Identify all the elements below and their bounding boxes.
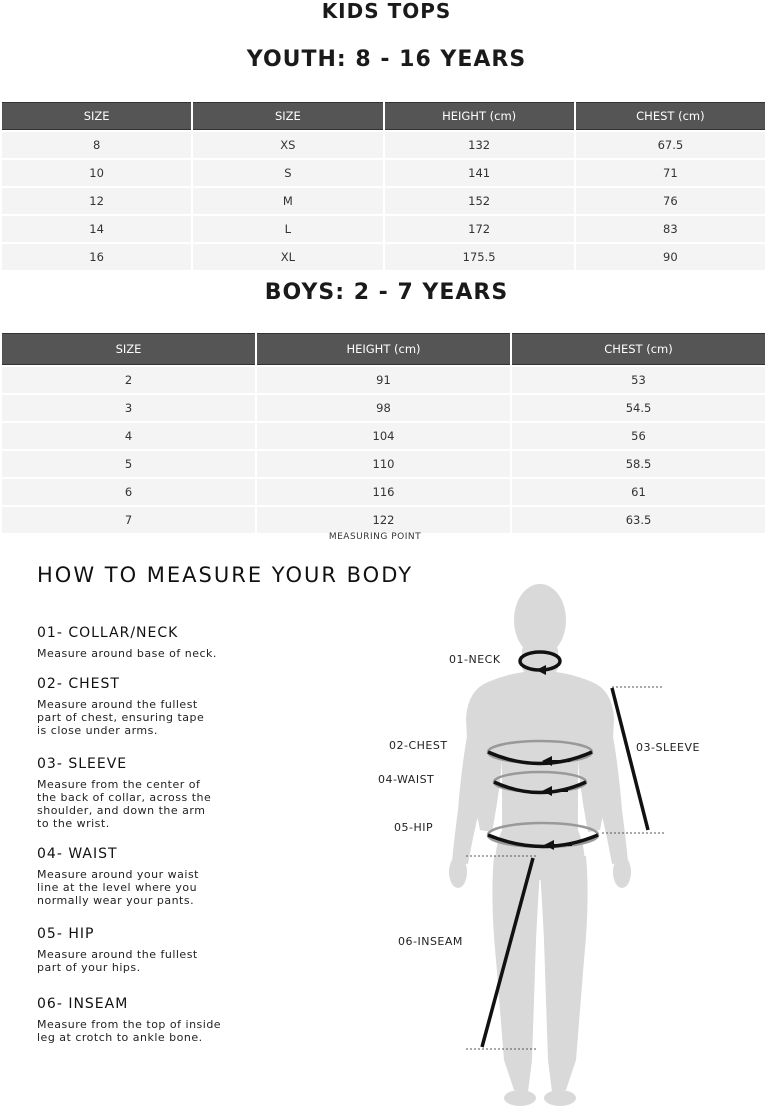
- table-cell: 54.5: [512, 395, 765, 421]
- table-row: [2, 216, 765, 242]
- table-row: [2, 451, 765, 477]
- table-cell: 14: [2, 216, 191, 242]
- table-row: [2, 367, 765, 393]
- table-cell: XL: [193, 244, 382, 270]
- table-cell: 4: [2, 423, 255, 449]
- table-row: [2, 507, 765, 533]
- page-title: KIDS TOPS: [321, 0, 452, 23]
- table-cell: 141: [385, 160, 574, 186]
- measure-item-title: 02- CHEST: [37, 676, 120, 692]
- table-cell: 63.5: [512, 507, 765, 533]
- table-cell: 76: [576, 188, 765, 214]
- table-cell: 90: [576, 244, 765, 270]
- table-cell: 56: [512, 423, 765, 449]
- column-header: SIZE: [193, 102, 382, 130]
- column-header: CHEST (cm): [576, 102, 765, 130]
- measure-item-waist: [37, 846, 267, 907]
- how-to-measure-heading: HOW TO MEASURE YOUR BODY: [37, 563, 414, 587]
- column-header: CHEST (cm): [512, 333, 765, 365]
- boys-size-table: [0, 331, 767, 535]
- column-header: HEIGHT (cm): [385, 102, 574, 130]
- table-cell: 116: [257, 479, 510, 505]
- table-row: [2, 395, 765, 421]
- measure-item-hip: [37, 926, 267, 974]
- hip-label: 05-HIP: [394, 821, 434, 834]
- table-cell: XS: [193, 132, 382, 158]
- column-header: SIZE: [2, 333, 255, 365]
- measure-item-desc: Measure around base of neck.: [37, 647, 217, 660]
- measure-item-title: 04- WAIST: [37, 846, 118, 862]
- table-cell: 5: [2, 451, 255, 477]
- table-row: [2, 423, 765, 449]
- measure-item-title: 06- INSEAM: [37, 996, 129, 1012]
- table-row: [2, 479, 765, 505]
- chest-label: 02-CHEST: [389, 739, 448, 752]
- measure-item-desc: Measure around your waist line at the level where you normally wear your pants.: [37, 868, 199, 907]
- table-cell: 122: [257, 507, 510, 533]
- measure-item-sleeve: [37, 756, 267, 830]
- measure-item-title: 03- SLEEVE: [37, 756, 128, 772]
- table-cell: 10: [2, 160, 191, 186]
- table-row: [2, 244, 765, 270]
- table-header-row: [2, 102, 765, 130]
- neck-label: 01-NECK: [449, 653, 501, 666]
- measure-item-desc: Measure from the top of inside leg at crotch to ankle bone.: [37, 1018, 222, 1044]
- table-cell: M: [193, 188, 382, 214]
- table-cell: L: [193, 216, 382, 242]
- table-row: [2, 160, 765, 186]
- measure-item-desc: Measure around the fullest part of your hips.: [37, 948, 198, 974]
- table-cell: 12: [2, 188, 191, 214]
- measure-item-chest: [37, 676, 267, 737]
- table-cell: 58.5: [512, 451, 765, 477]
- sleeve-label: 03-SLEEVE: [636, 741, 700, 754]
- table-cell: 172: [385, 216, 574, 242]
- table-row: [2, 132, 765, 158]
- inseam-label: 06-INSEAM: [398, 935, 463, 948]
- measuring-point-caption: MEASURING POINT: [328, 532, 422, 542]
- table-cell: 6: [2, 479, 255, 505]
- table-cell: 91: [257, 367, 510, 393]
- table-cell: 16: [2, 244, 191, 270]
- table-cell: 83: [576, 216, 765, 242]
- measure-item-neck: [37, 625, 267, 660]
- youth-size-table: [0, 100, 767, 272]
- table-cell: 53: [512, 367, 765, 393]
- table-cell: S: [193, 160, 382, 186]
- table-cell: 7: [2, 507, 255, 533]
- table-cell: 104: [257, 423, 510, 449]
- table-cell: 110: [257, 451, 510, 477]
- column-header: SIZE: [2, 102, 191, 130]
- measure-item-title: 01- COLLAR/NECK: [37, 625, 179, 641]
- boys-section-title: BOYS: 2 - 7 YEARS: [264, 280, 509, 305]
- table-cell: 98: [257, 395, 510, 421]
- table-cell: 67.5: [576, 132, 765, 158]
- measure-item-desc: Measure from the center of the back of collar, across the shoulder, and down the arm to the wrist.: [37, 778, 212, 830]
- table-header-row: [2, 333, 765, 365]
- body-measurement-figure: [360, 575, 773, 1114]
- table-cell: 2: [2, 367, 255, 393]
- measure-item-desc: Measure around the fullest part of chest, ensuring tape is close under arms.: [37, 698, 205, 737]
- table-cell: 132: [385, 132, 574, 158]
- table-cell: 152: [385, 188, 574, 214]
- waist-label: 04-WAIST: [378, 773, 435, 786]
- table-cell: 8: [2, 132, 191, 158]
- measure-item-title: 05- HIP: [37, 926, 95, 942]
- table-row: [2, 188, 765, 214]
- column-header: HEIGHT (cm): [257, 333, 510, 365]
- measure-item-inseam: [37, 996, 267, 1044]
- table-cell: 71: [576, 160, 765, 186]
- table-cell: 3: [2, 395, 255, 421]
- youth-section-title: YOUTH: 8 - 16 YEARS: [246, 47, 527, 72]
- table-cell: 175.5: [385, 244, 574, 270]
- table-cell: 61: [512, 479, 765, 505]
